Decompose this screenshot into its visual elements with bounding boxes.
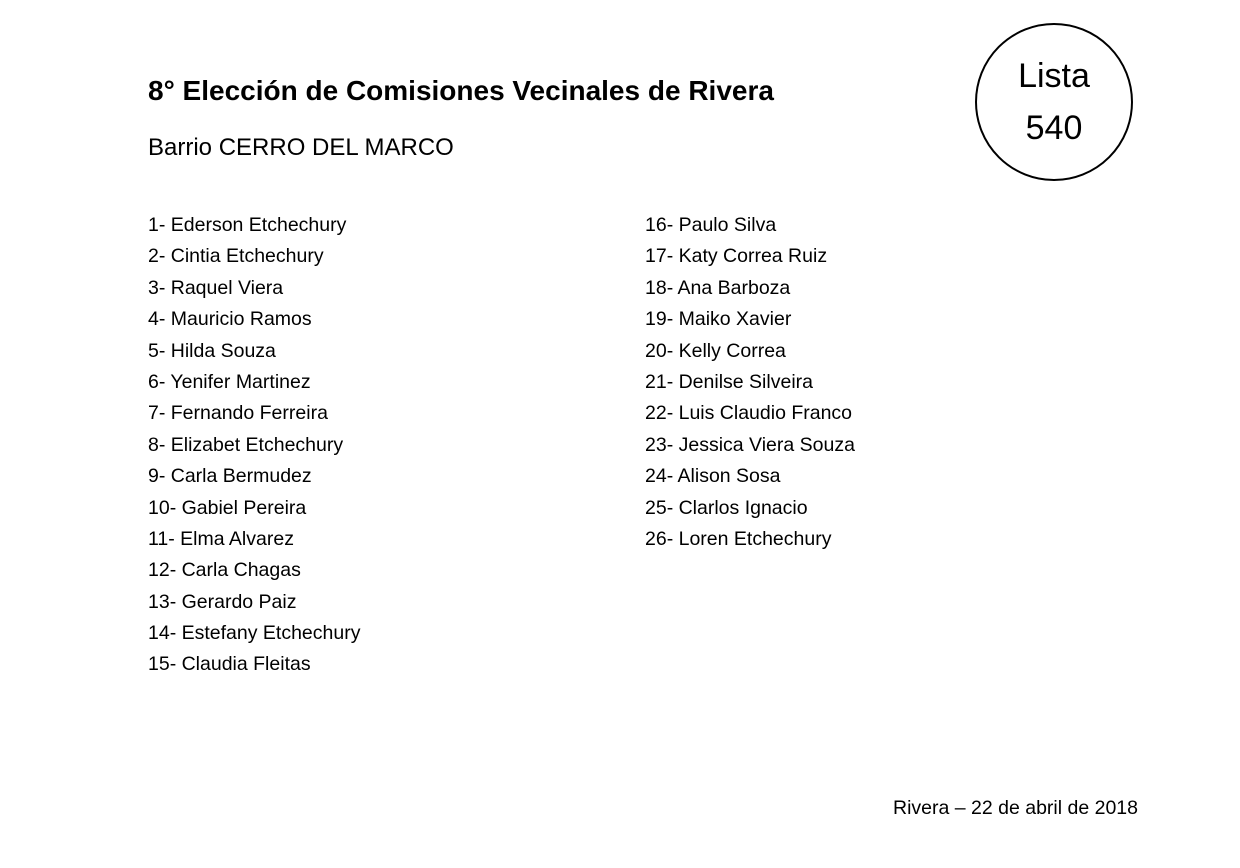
candidate-item: 7- Fernando Ferreira xyxy=(148,402,328,425)
candidate-item: 14- Estefany Etchechury xyxy=(148,622,361,645)
candidate-item: 10- Gabiel Pereira xyxy=(148,496,307,519)
candidate-list-right xyxy=(645,210,855,555)
candidate-item: 18- Ana Barboza xyxy=(645,276,791,299)
candidate-item: 11- Elma Alvarez xyxy=(148,527,294,550)
candidate-item: 5- Hilda Souza xyxy=(148,339,276,362)
list-number-badge xyxy=(975,23,1133,181)
candidate-item: 25- Clarlos Ignacio xyxy=(645,496,808,519)
candidate-item: 21- Denilse Silveira xyxy=(645,370,813,393)
candidate-item: 6- Yenifer Martinez xyxy=(148,370,311,393)
candidate-item: 12- Carla Chagas xyxy=(148,559,301,582)
candidate-item: 17- Katy Correa Ruiz xyxy=(645,245,828,268)
document-title: 8° Elección de Comisiones Vecinales de Rivera xyxy=(148,75,774,106)
candidate-item: 8- Elizabet Etchechury xyxy=(148,433,344,456)
candidate-item: 4- Mauricio Ramos xyxy=(148,308,312,331)
candidate-item: 19- Maiko Xavier xyxy=(645,308,792,331)
list-number: 540 xyxy=(1025,109,1083,147)
candidate-item: 23- Jessica Viera Souza xyxy=(645,433,855,456)
neighborhood-subtitle: Barrio CERRO DEL MARCO xyxy=(148,134,454,161)
candidate-item: 9- Carla Bermudez xyxy=(148,465,312,488)
candidate-item: 13- Gerardo Paiz xyxy=(148,590,297,613)
candidate-item: 2- Cintia Etchechury xyxy=(148,245,324,268)
candidate-item: 20- Kelly Correa xyxy=(645,339,786,362)
candidate-item: 16- Paulo Silva xyxy=(645,214,777,236)
candidate-item: 26- Loren Etchechury xyxy=(645,527,832,550)
candidate-item: 24- Alison Sosa xyxy=(645,465,781,488)
candidate-item: 1- Ederson Etchechury xyxy=(148,214,347,236)
list-label: Lista xyxy=(1018,57,1090,95)
candidate-list-left xyxy=(148,210,360,681)
candidate-item: 22- Luis Claudio Franco xyxy=(645,402,853,425)
candidate-item: 15- Claudia Fleitas xyxy=(148,653,311,676)
place-date-footer: Rivera – 22 de abril de 2018 xyxy=(893,797,1138,819)
candidate-item: 3- Raquel Viera xyxy=(148,276,284,299)
